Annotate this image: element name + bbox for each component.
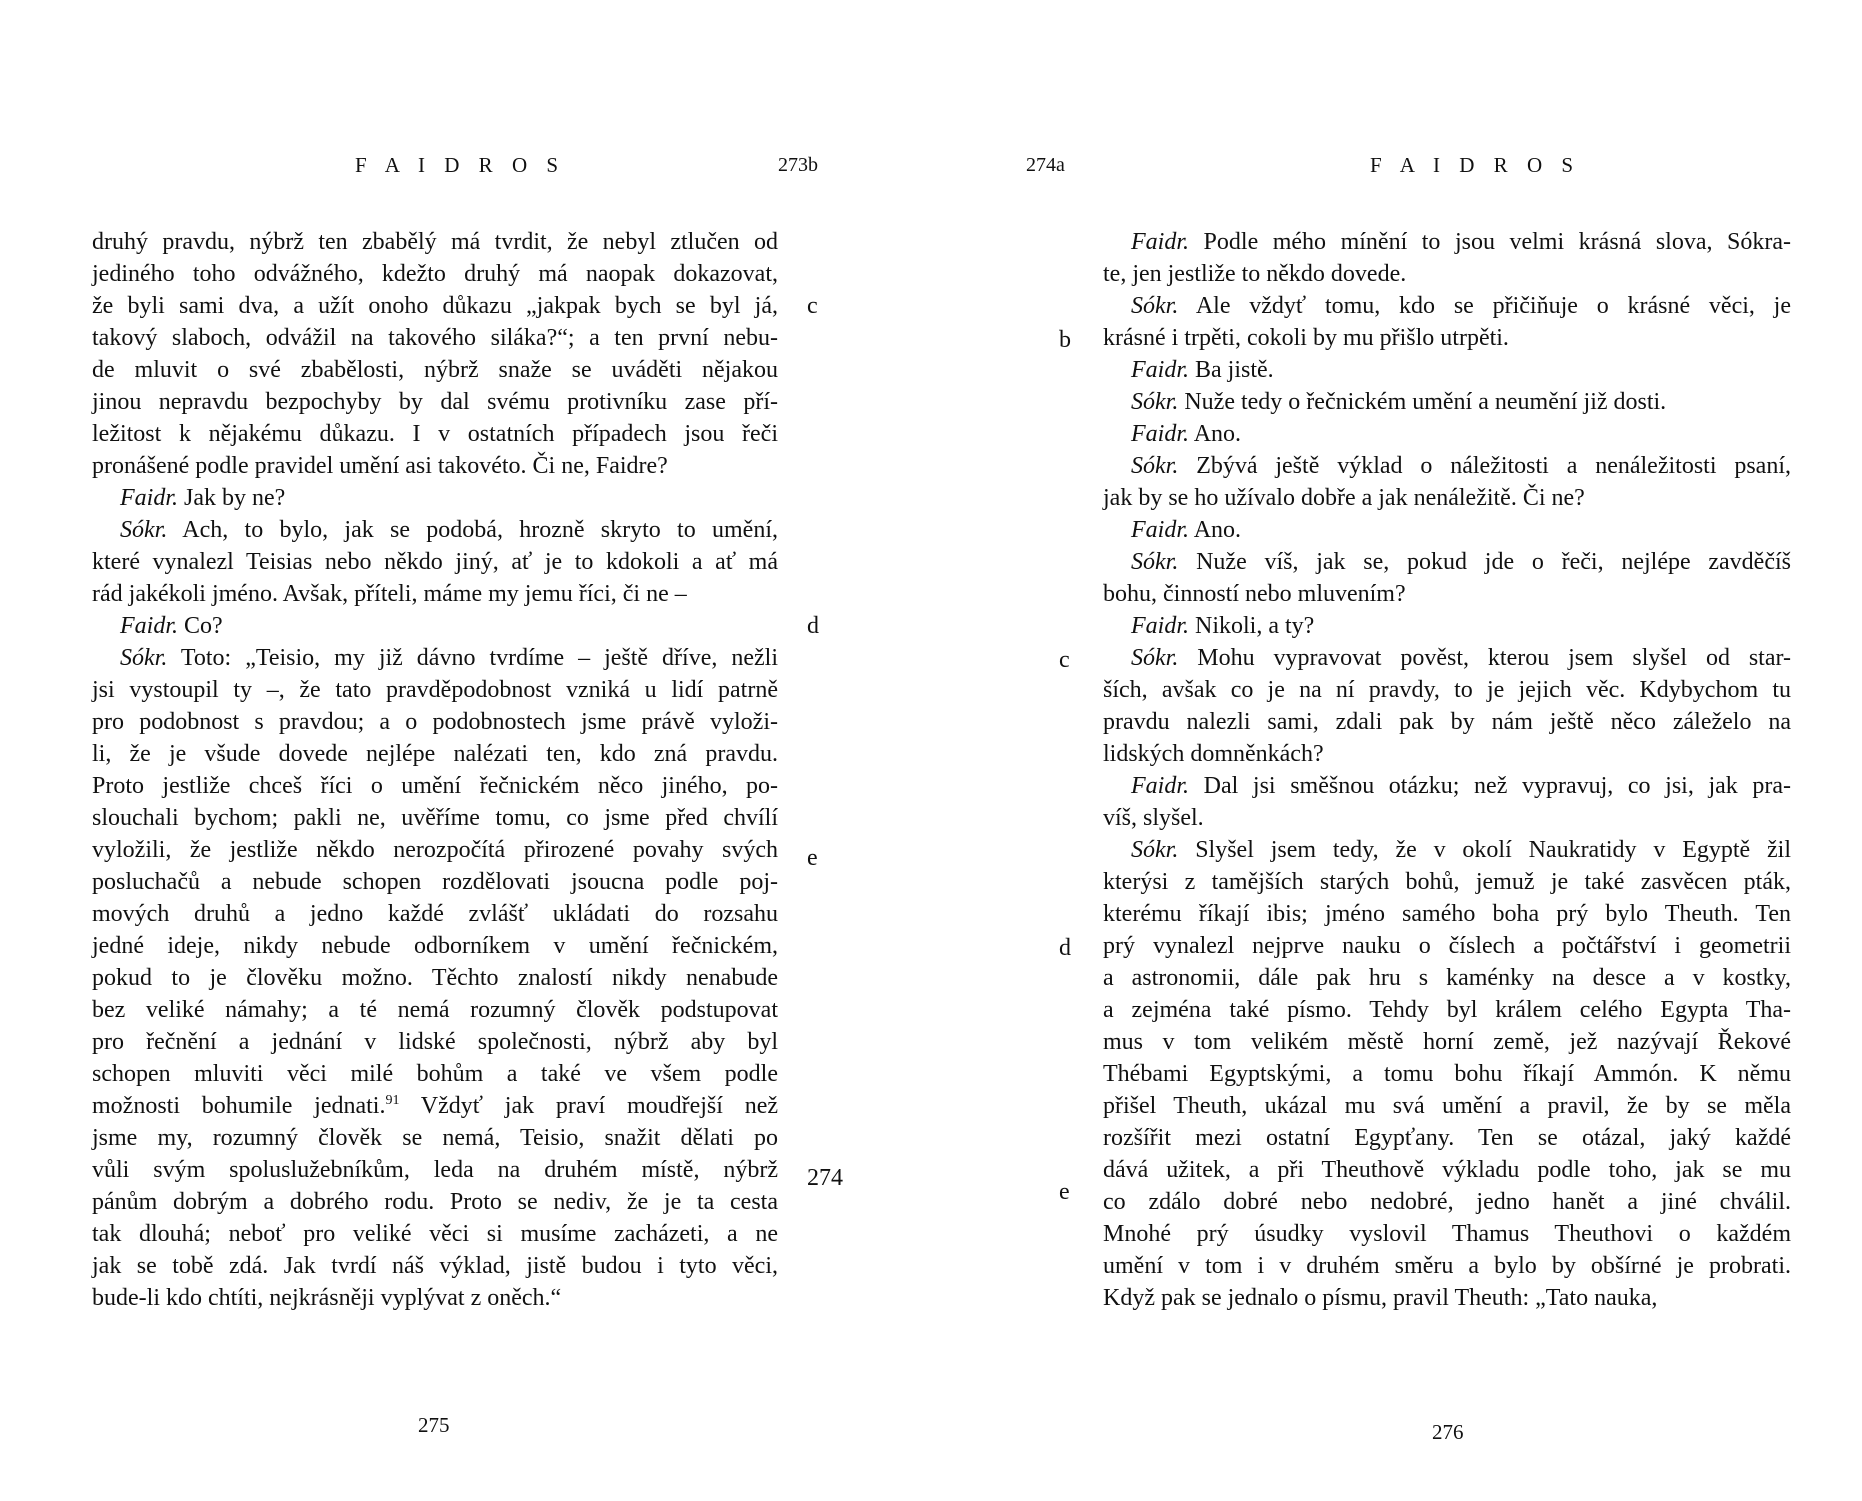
- line-text: kterému říkají ibis; jméno samého boha prý bylo Theuth. Ten: [1103, 901, 1791, 927]
- text-line: [92, 802, 778, 834]
- text-line: [92, 1026, 778, 1058]
- speaker-label: Sókr.: [1131, 453, 1179, 479]
- right-margin-marker: b: [1059, 327, 1071, 353]
- line-text: a zejména také písmo. Tehdy byl králem celého Egypta Tha-: [1103, 997, 1791, 1023]
- text-line: [92, 290, 778, 322]
- text-line: [1103, 1090, 1791, 1122]
- text-line: [120, 514, 778, 546]
- text-line: [1131, 418, 1791, 450]
- speaker-label: Sókr.: [120, 645, 168, 671]
- line-text: pro řečnění a jednání v lidské společnosti, nýbrž aby byl: [92, 1029, 778, 1055]
- text-line: [1103, 962, 1791, 994]
- line-text: Thébami Egyptskými, a tomu bohu říkají Ammón. K němu: [1103, 1061, 1791, 1087]
- text-line: [1103, 930, 1791, 962]
- line-text: Dal jsi směšnou otázku; než vypravuj, co jsi, jak pra-: [1203, 773, 1792, 799]
- text-line: [1103, 802, 1791, 834]
- text-line: [92, 930, 778, 962]
- line-text: Ano.: [1193, 421, 1242, 447]
- line-text: možnosti bohumile jednati.: [92, 1093, 386, 1119]
- line-text: mus v tom velikém městě horní země, jež nazývají Řekové: [1103, 1029, 1791, 1055]
- text-line: [120, 642, 778, 674]
- left-margin-marker: e: [807, 845, 818, 871]
- line-text: ležitost k nějakému důkazu. I v ostatních případech jsou řeči: [92, 421, 778, 447]
- speaker-label: Faidr.: [1131, 613, 1190, 639]
- line-text: a astronomii, dále pak hru s kaménky na desce a v kostky,: [1103, 965, 1791, 991]
- text-line: [1103, 578, 1791, 610]
- line-text: Toto: „Teisio, my již dávno tvrdíme – ještě dříve, nežli: [180, 645, 778, 671]
- line-text: vyložili, že jestliže někdo nerozpočítá přirozené povahy svých: [92, 837, 778, 863]
- line-text: jak se tobě zdá. Jak tvrdí náš výklad, jistě budou i tyto věci,: [92, 1253, 778, 1279]
- line-text: Mnohé prý úsudky vyslovil Thamus Theuthovi o každém: [1103, 1221, 1791, 1247]
- text-line: [92, 418, 778, 450]
- text-line: [1103, 706, 1791, 738]
- line-text: posluchačů a nebude schopen rozdělovati jsoucna podle poj-: [92, 869, 778, 895]
- text-line: [1103, 866, 1791, 898]
- line-text: dává užitek, a při Theuthově výkladu podle toho, jak se mu: [1103, 1157, 1791, 1183]
- speaker-label: Sókr.: [1131, 837, 1179, 863]
- line-text: které vynalezl Teisias nebo někdo jiný, ať je to kdokoli a ať má: [92, 549, 778, 575]
- speaker-label: Faidr.: [1131, 357, 1190, 383]
- line-text: schopen mluviti věci milé bohům a také ve všem podle: [92, 1061, 778, 1087]
- text-line: [1103, 994, 1791, 1026]
- line-text: že byli sami dva, a užít onoho důkazu „jakpak bych se byl já,: [92, 293, 778, 319]
- text-line: [1103, 1026, 1791, 1058]
- line-text: Ano.: [1193, 517, 1242, 543]
- line-text: druhý pravdu, nýbrž ten zbabělý má tvrdit, že nebyl ztlučen od: [92, 229, 778, 255]
- line-text: lidských domněnkách?: [1103, 741, 1324, 767]
- left-section-ref: 273b: [778, 154, 818, 176]
- text-line: [1131, 290, 1791, 322]
- line-text: pánům dobrým a dobrého rodu. Proto se nediv, že je ta cesta: [92, 1189, 778, 1215]
- text-line: [92, 1186, 778, 1218]
- text-line: [92, 738, 778, 770]
- text-line: [1131, 226, 1791, 258]
- line-text: Nuže tedy o řečnickém umění a neumění již dosti.: [1184, 389, 1667, 415]
- speaker-label: Faidr.: [1131, 421, 1190, 447]
- line-text: co zdálo dobré nebo nedobré, jedno hanět a jiné chválil.: [1103, 1189, 1791, 1215]
- text-line: [1131, 386, 1791, 418]
- line-text: ších, avšak co je na ní pravdy, to je jejich věc. Kdybychom tu: [1103, 677, 1791, 703]
- line-text: jinou nepravdu bezpochyby by dal svému protivníku zase pří-: [92, 389, 778, 415]
- text-line: [1131, 354, 1791, 386]
- text-line: [92, 354, 778, 386]
- line-text: prý vynalezl nejprve nauku o číslech a počtářství i geometrii: [1103, 933, 1791, 959]
- text-line: [1131, 546, 1791, 578]
- speaker-label: Faidr.: [1131, 773, 1190, 799]
- line-text: pokud to je člověku možno. Těchto znalostí nikdy nenabude: [92, 965, 778, 991]
- line-text: Když pak se jednalo o písmu, pravil Theuth: „Tato nauka,: [1103, 1285, 1658, 1311]
- line-text: mových druhů a jedno každé zvlášť ukládati do rozsahu: [92, 901, 778, 927]
- text-line: [92, 834, 778, 866]
- line-text: umění v tom i v druhém směru a bylo by obšírné je probrati.: [1103, 1253, 1791, 1279]
- text-line: [1103, 1154, 1791, 1186]
- line-text: Nikoli, a ty?: [1195, 613, 1315, 639]
- line-text: Ba jistě.: [1195, 357, 1274, 383]
- line-text: Mohu vypravovat pověst, kterou jsem slyšel od star-: [1197, 645, 1792, 671]
- left-margin-marker: 274: [807, 1165, 843, 1191]
- text-line: [92, 866, 778, 898]
- speaker-label: Sókr.: [1131, 389, 1179, 415]
- text-line: [92, 706, 778, 738]
- line-text: Zbývá ještě výklad o náležitosti a nenáležitosti psaní,: [1196, 453, 1792, 479]
- line-text: jak by se ho užívalo dobře a jak nenáležitě. Či ne?: [1103, 485, 1585, 511]
- text-line: [1131, 770, 1791, 802]
- line-text: jediného toho odvážného, kdežto druhý má naopak dokazovat,: [92, 261, 778, 287]
- speaker-label: Faidr.: [120, 485, 179, 511]
- text-line: [1103, 322, 1791, 354]
- line-text: jsme my, rozumný člověk se nemá, Teisio, snažit dělati po: [92, 1125, 778, 1151]
- line-text: li, že je všude dovede nejlépe nalézati ten, kdo zná pravdu.: [92, 741, 778, 767]
- text-line: [1103, 1058, 1791, 1090]
- text-line: [92, 1090, 778, 1122]
- speaker-label: Sókr.: [1131, 549, 1179, 575]
- text-line: [1103, 1282, 1791, 1314]
- right-running-title: F A I D R O S: [1370, 153, 1581, 177]
- line-text: bude-li kdo chtíti, nejkrásněji vyplývat z oněch.“: [92, 1285, 562, 1311]
- right-margin-marker: e: [1059, 1179, 1070, 1205]
- line-text: pro podobnost s pravdou; a o podobnostech jsme právě vyloži-: [92, 709, 778, 735]
- speaker-label: Sókr.: [1131, 293, 1179, 319]
- text-line: [1103, 738, 1791, 770]
- right-margin-marker: d: [1059, 935, 1071, 961]
- text-line: [1103, 898, 1791, 930]
- speaker-label: Faidr.: [1131, 517, 1190, 543]
- text-line: [1103, 1186, 1791, 1218]
- line-text: slouchali bychom; pakli ne, uvěříme tomu, co jsme před chvílí: [92, 805, 778, 831]
- line-text: bez veliké námahy; a té nemá rozumný člověk podstupovat: [92, 997, 778, 1023]
- line-text: Ale vždyť tomu, kdo se přičiňuje o krásné věci, je: [1195, 293, 1791, 319]
- line-text: tak dlouhá; neboť pro veliké věci si musíme zacházeti, a ne: [92, 1221, 778, 1247]
- text-line: [92, 770, 778, 802]
- text-line: [120, 482, 778, 514]
- line-text: pronášené podle pravidel umění asi takovéto. Či ne, Faidre?: [92, 453, 668, 479]
- left-margin-marker: c: [807, 293, 818, 319]
- text-line: [92, 546, 778, 578]
- line-text: te, jen jestliže to někdo dovede.: [1103, 261, 1407, 287]
- line-text: krásné i trpěti, cokoli by mu přišlo utrpěti.: [1103, 325, 1509, 351]
- line-text: bohu, činností nebo mluvením?: [1103, 581, 1406, 607]
- line-text: Proto jestliže chceš říci o umění řečnickém něco jiného, po-: [92, 773, 778, 799]
- left-running-title: F A I D R O S: [355, 153, 566, 177]
- line-text: rád jakékoli jméno. Avšak, příteli, máme my jemu říci, či ne –: [92, 581, 687, 607]
- text-line: [92, 258, 778, 290]
- left-page-number: 275: [418, 1413, 450, 1437]
- text-line: [1131, 834, 1791, 866]
- line-text: Ach, to bylo, jak se podobá, hrozně skryto to umění,: [182, 517, 778, 543]
- text-line: [92, 450, 778, 482]
- line-text: přišel Theuth, ukázal mu svá umění a pravil, že by se měla: [1103, 1093, 1791, 1119]
- text-line: [92, 674, 778, 706]
- line-text: takový slaboch, odvážil na takového siláka?“; a ten první nebu-: [92, 325, 778, 351]
- right-margin-marker: c: [1059, 647, 1070, 673]
- text-line: [92, 322, 778, 354]
- text-line: [1131, 514, 1791, 546]
- line-text: rozšířit mezi ostatní Egypťany. Ten se otázal, jaký každé: [1103, 1125, 1791, 1151]
- text-line: [1131, 642, 1791, 674]
- text-line: [1103, 1250, 1791, 1282]
- text-line: [92, 1218, 778, 1250]
- line-text: víš, slyšel.: [1103, 805, 1204, 831]
- line-text: Jak by ne?: [184, 485, 286, 511]
- text-line: [1103, 1122, 1791, 1154]
- text-line: [120, 610, 778, 642]
- text-line: [92, 226, 778, 258]
- speaker-label: Faidr.: [120, 613, 179, 639]
- line-text: Slyšel jsem tedy, že v okolí Naukratidy v Egyptě žil: [1195, 837, 1792, 863]
- text-line: [92, 898, 778, 930]
- line-text-continued: Vždyť jak praví moudřejší než: [399, 1093, 778, 1119]
- text-line: [92, 386, 778, 418]
- text-line: [92, 1282, 778, 1314]
- text-line: [92, 1154, 778, 1186]
- text-line: [92, 1250, 778, 1282]
- text-line: [1103, 674, 1791, 706]
- line-text: jedné ideje, nikdy nebude odborníkem v umění řečnickém,: [92, 933, 778, 959]
- text-line: [92, 962, 778, 994]
- line-text: Co?: [184, 613, 223, 639]
- text-line: [1103, 1218, 1791, 1250]
- right-page-number: 276: [1432, 1420, 1464, 1444]
- speaker-label: Sókr.: [120, 517, 168, 543]
- line-text: Nuže víš, jak se, pokud jde o řeči, nejlépe zavděčíš: [1196, 549, 1791, 575]
- right-section-ref: 274a: [1026, 154, 1065, 176]
- speaker-label: Sókr.: [1131, 645, 1179, 671]
- text-line: [1131, 610, 1791, 642]
- text-line: [92, 578, 778, 610]
- text-line: [1131, 450, 1791, 482]
- line-text: kterýsi z tamějších starých bohů, jemuž je také zasvěcen pták,: [1103, 869, 1791, 895]
- speaker-label: Faidr.: [1131, 229, 1190, 255]
- text-line: [92, 1122, 778, 1154]
- line-text: pravdu nalezli sami, zdali pak by nám ještě něco záleželo na: [1103, 709, 1791, 735]
- line-text: vůli svým spoluslužebníkům, leda na druhém místě, nýbrž: [92, 1157, 778, 1183]
- line-text: Podle mého mínění to jsou velmi krásná slova, Sókra-: [1203, 229, 1791, 255]
- footnote-ref: 91: [385, 1093, 400, 1108]
- text-line: [92, 1058, 778, 1090]
- text-line: [1103, 258, 1791, 290]
- line-text: jsi vystoupil ty –, že tato pravděpodobnost vzniká u lidí patrně: [92, 677, 778, 703]
- left-margin-marker: d: [807, 613, 819, 639]
- text-line: [92, 994, 778, 1026]
- text-line: [1103, 482, 1791, 514]
- line-text: de mluvit o své zbabělosti, nýbrž snaže se uváděti nějakou: [92, 357, 778, 383]
